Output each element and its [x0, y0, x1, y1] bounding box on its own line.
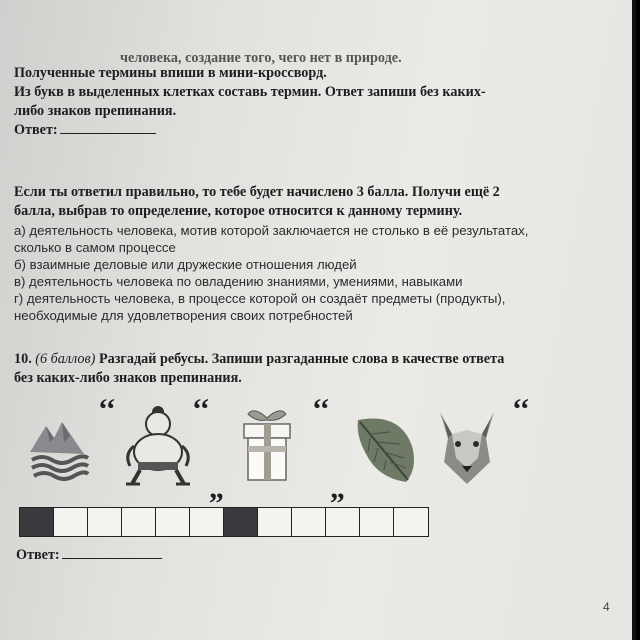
grid-cell[interactable] — [122, 508, 156, 536]
open-quote-4: ‘‘ — [512, 393, 530, 426]
task-text: Разгадай ребусы. Запиши разгаданные слова в качестве ответа — [98, 351, 505, 367]
answer-blank-2 — [62, 546, 162, 559]
task-points: (6 баллов) — [35, 351, 96, 367]
wolf-icon — [434, 404, 500, 488]
instruction-line-2: Из букв в выделенных клетках составь термин. Ответ запиши без каких- — [14, 84, 486, 100]
grid-cell[interactable] — [292, 508, 326, 536]
grid-cell[interactable] — [394, 508, 428, 536]
answer-label: Ответ: — [14, 122, 58, 138]
definition-d-1: г) деятельность человека, в процессе которой он создаёт предметы (продукты), — [14, 291, 506, 306]
grid-cell[interactable] — [54, 508, 88, 536]
instruction-line-3: либо знаков препинания. — [14, 103, 177, 119]
grid-cell[interactable] — [156, 508, 190, 536]
open-quote-1: ‘‘ — [98, 393, 116, 426]
page-number: 4 — [603, 600, 610, 614]
definition-a-1: а) деятельность человека, мотив которой заключается не столько в её результатах, — [14, 223, 529, 238]
mountain-icon — [26, 412, 90, 482]
task-number: 10. — [14, 351, 32, 367]
sumo-wrestler-icon — [118, 396, 196, 488]
instruction-line-1: Полученные термины впиши в мини-кроссворд. — [14, 65, 327, 81]
task-10-line-2: без каких-либо знаков препинания. — [14, 370, 242, 386]
definition-d-2: необходимые для удовлетворения своих потребностей — [14, 308, 353, 323]
grid-cell[interactable] — [20, 508, 54, 536]
grid-cell[interactable] — [258, 508, 292, 536]
grid-cell[interactable] — [190, 508, 224, 536]
gift-box-icon — [236, 404, 298, 484]
cut-off-line: человека, создание того, чего нет в природе. — [120, 50, 402, 66]
answer-1 — [14, 121, 156, 139]
leaf-icon — [350, 408, 422, 488]
grid-cell[interactable] — [326, 508, 360, 536]
close-quote-1: „ — [209, 472, 224, 505]
grid-cell[interactable] — [224, 508, 258, 536]
task-10-line-1 — [14, 351, 504, 368]
grid-cell[interactable] — [88, 508, 122, 536]
open-quote-3: ‘‘ — [312, 393, 330, 426]
open-quote-2: ‘‘ — [192, 393, 210, 426]
answer-blank — [60, 121, 156, 134]
answer-2 — [16, 546, 162, 564]
answer-label-2: Ответ: — [16, 547, 60, 563]
bonus-line-2: балла, выбрав то определение, которое относится к данному термину. — [14, 203, 463, 219]
close-quote-2: „ — [330, 472, 345, 505]
answer-grid[interactable] — [19, 507, 429, 537]
definition-a-2: сколько в самом процессе — [14, 240, 176, 255]
definition-c: в) деятельность человека по овладению знаниями, умениями, навыками — [14, 274, 463, 289]
bonus-line-1: Если ты ответил правильно, то тебе будет начислено 3 балла. Получи ещё 2 — [14, 184, 500, 200]
page-edge — [632, 0, 636, 640]
grid-cell[interactable] — [360, 508, 394, 536]
definition-b: б) взаимные деловые или дружеские отношения людей — [14, 257, 357, 272]
